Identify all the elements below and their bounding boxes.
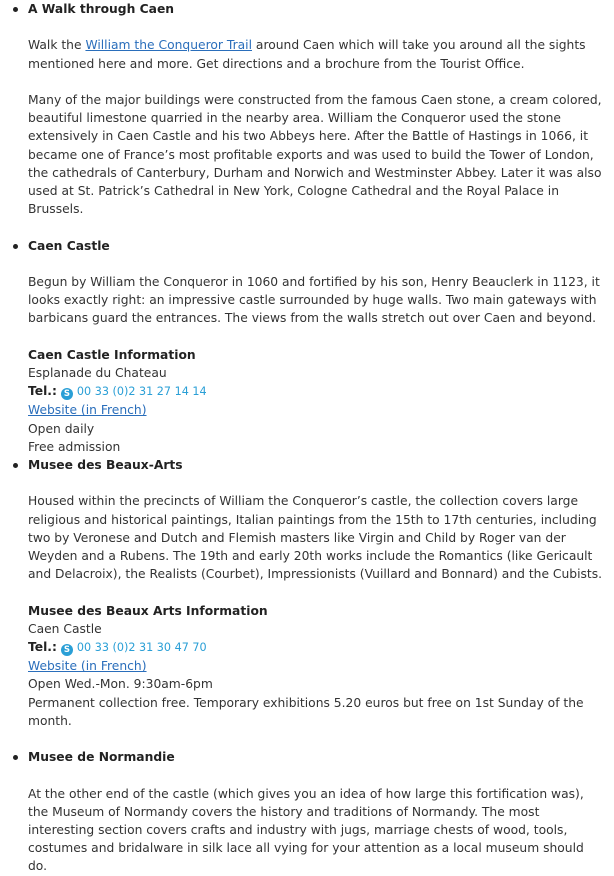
- text-fragment: Walk the: [28, 38, 86, 53]
- info-block: [28, 346, 606, 456]
- section-title: Musee des Beaux-Arts: [28, 458, 183, 472]
- info-hours: Open daily: [28, 421, 95, 436]
- spacer: [28, 730, 606, 748]
- info-block: [28, 602, 606, 730]
- skype-icon[interactable]: S: [61, 644, 73, 656]
- bullet-icon: [13, 244, 18, 249]
- skype-icon[interactable]: S: [61, 388, 73, 400]
- section-title: A Walk through Caen: [28, 2, 175, 16]
- info-address: Caen Castle: [28, 621, 102, 636]
- section-paragraph: [28, 36, 606, 72]
- text-fragment: around Caen which will take you around all the sights mentioned here and more. Get directions and a brochure from the Tourist Office.: [28, 38, 586, 71]
- info-tel-row: [28, 382, 606, 401]
- section-paragraph: Begun by William the Conqueror in 1060 and fortified by his son, Henry Beauclerk in 1123, it looks exactly right: an impressive castle surrounded by huge walls. Two main gateways with barbicans guard the entrances. The views from the walls stretch out over Caen and beyond.: [28, 274, 600, 326]
- section-paragraph: At the other end of the castle (which gives you an idea of how large this fortification was), the Museum of Normandy covers the history and traditions of Normandy. The most interesting section covers crafts and industry with jugs, marriage chests of wood, tools, costumes and bridalware in silk lace all vying for your attention as a local museum should do.: [28, 786, 584, 874]
- bullet-icon: [13, 463, 18, 468]
- phone-number[interactable]: 00 33 (0)2 31 27 14 14: [76, 385, 207, 399]
- info-title: Caen Castle Information: [28, 347, 196, 362]
- phone-number[interactable]: 00 33 (0)2 31 30 47 70: [76, 641, 207, 654]
- website-link[interactable]: Website (in French): [28, 403, 147, 418]
- william-conqueror-trail-link[interactable]: William the Conqueror Trail: [85, 38, 252, 53]
- info-website-row: [28, 657, 606, 675]
- section-paragraph: Housed within the precincts of William the Conqueror’s castle, the collection covers large religious and historical paintings, Italian paintings from the 15th to 17th centuries, including two by Veronese and Dutch and Flemish masters like Virgin and Child by Roger van der Weyden and a Rubens. The 19th and early 20th works include the Romantics (like Gericault and Delacroix), the Realists (Courbet), Impressionists (Vuillard and Bonnard) and the Cubists.: [28, 494, 603, 582]
- info-tel-row: [28, 638, 606, 657]
- info-admission: Free admission: [28, 439, 121, 454]
- section-paragraph: Many of the major buildings were constructed from the famous Caen stone, a cream colored, beautiful limestone quarried in the nearby area. William the Conqueror used the stone extensively in Caen Castle and his two Abbeys here. After the Battle of Hastings in 1066, it became one of France’s most profitable exports and was used to build the Tower of London, the cathedrals of Canterbury, Durham and Norwich and Westminster Abbey. Later it was also used at St. Patrick’s Cathedral in New York, Cologne Cathedral and the Royal Palace in Brussels.: [28, 92, 602, 217]
- bullet-icon: [13, 755, 18, 760]
- tel-label: Tel.:: [28, 640, 57, 654]
- info-title: Musee des Beaux Arts Information: [28, 603, 268, 618]
- info-admission: Permanent collection free. Temporary exhibitions 5.20 euros but free on 1st Sunday of the month.: [28, 695, 584, 728]
- info-website-row: [28, 401, 606, 419]
- section-walk-through-caen: [28, 0, 606, 237]
- section-list: [28, 0, 606, 876]
- section-title: Musee de Normandie: [28, 750, 175, 765]
- bullet-icon: [13, 7, 18, 12]
- website-link[interactable]: Website (in French): [28, 659, 147, 674]
- tel-label: Tel.:: [28, 384, 57, 399]
- section-musee-beaux-arts: [28, 456, 606, 748]
- section-title: Caen Castle: [28, 238, 110, 253]
- section-caen-castle: [28, 237, 606, 456]
- section-musee-normandie: [28, 748, 606, 875]
- info-address: Esplanade du Chateau: [28, 365, 167, 380]
- spacer: [28, 218, 606, 236]
- info-hours: Open Wed.-Mon. 9:30am-6pm: [28, 677, 213, 692]
